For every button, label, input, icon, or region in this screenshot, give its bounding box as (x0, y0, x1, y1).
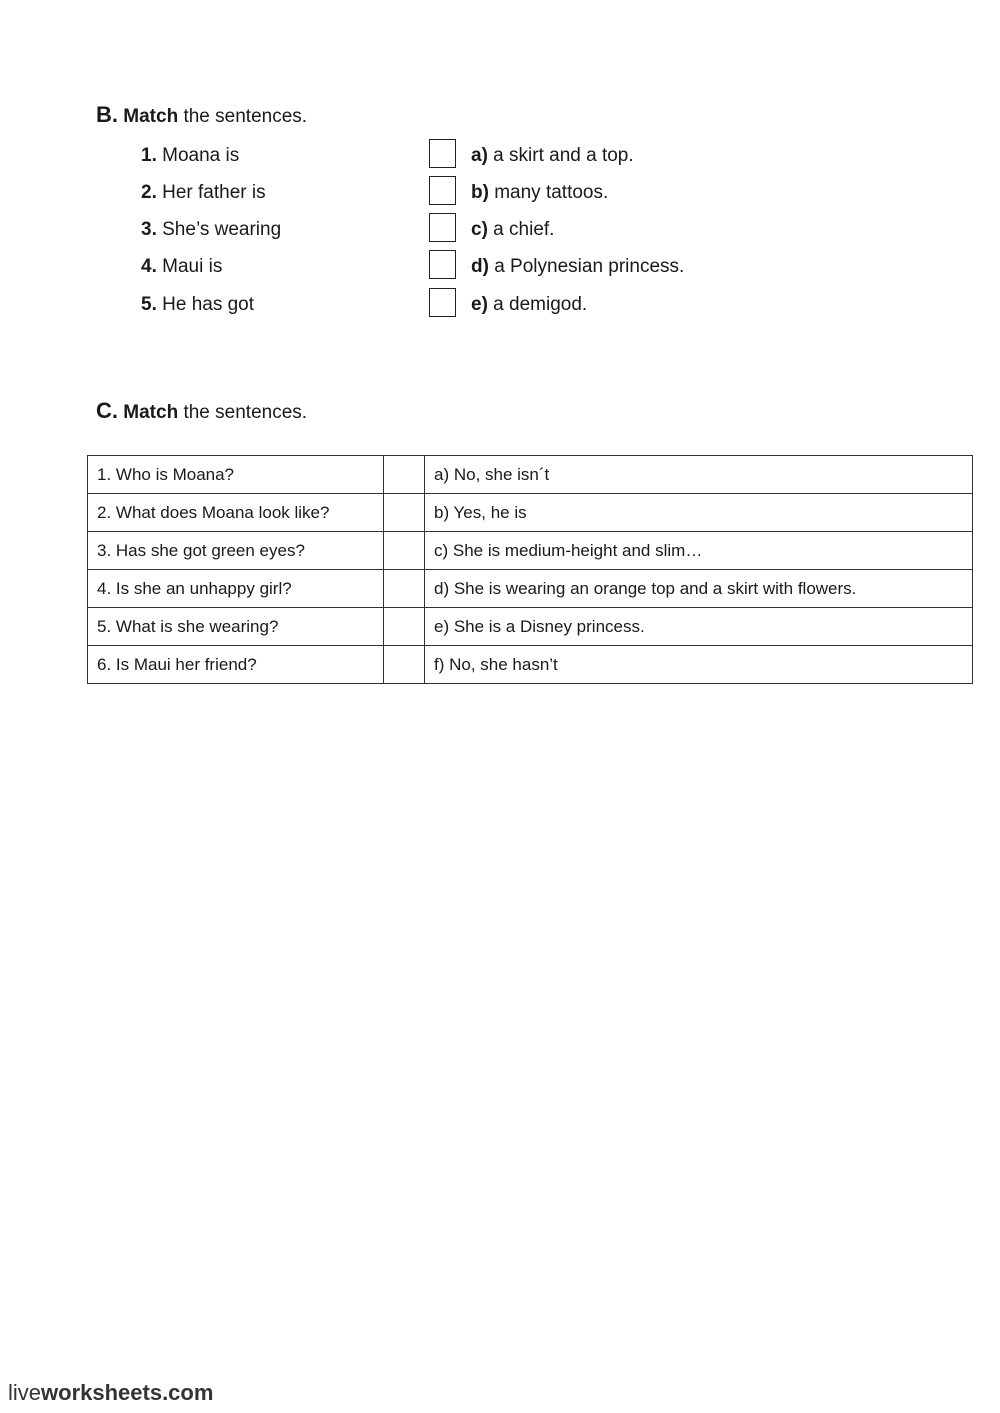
section-c-letter: C. (96, 398, 118, 423)
question-cell: 2. What does Moana look like? (88, 494, 384, 532)
match-number: 4. (141, 256, 157, 277)
match-right (471, 145, 634, 167)
match-left (141, 219, 281, 241)
table-row (88, 456, 973, 494)
match-row (0, 213, 1000, 247)
match-left-text: Her father is (156, 182, 266, 203)
match-table (87, 455, 973, 684)
match-row (0, 250, 1000, 284)
match-left (141, 256, 222, 278)
match-right (471, 294, 587, 316)
match-left-text: Maui is (156, 256, 223, 277)
answer-cell: e) She is a Disney princess. (425, 608, 973, 646)
match-left (141, 294, 254, 316)
answer-blank[interactable] (384, 608, 425, 646)
answer-cell: d) She is wearing an orange top and a skirt with flowers. (425, 570, 973, 608)
question-cell: 5. What is she wearing? (88, 608, 384, 646)
match-right-text: a Polynesian princess. (488, 256, 685, 277)
answer-cell: b) Yes, he is (425, 494, 973, 532)
question-cell: 3. Has she got green eyes? (88, 532, 384, 570)
answer-cell: c) She is medium-height and slim… (425, 532, 973, 570)
section-b-letter: B. (96, 102, 118, 127)
answer-blank[interactable] (384, 494, 425, 532)
site-logo (8, 1380, 213, 1406)
answer-cell: a) No, she isn´t (425, 456, 973, 494)
match-left (141, 145, 239, 167)
match-number: 5. (141, 294, 157, 315)
answer-blank[interactable] (384, 570, 425, 608)
match-left-text: Moana is (156, 145, 240, 166)
table-row (88, 570, 973, 608)
match-left-text: He has got (156, 294, 255, 315)
answer-cell: f) No, she hasn’t (425, 646, 973, 684)
match-row (0, 176, 1000, 210)
answer-box[interactable] (429, 176, 456, 205)
match-number: 3. (141, 219, 157, 240)
section-c-rest: the sentences. (178, 402, 308, 423)
match-letter: b) (471, 182, 489, 203)
match-letter: a) (471, 145, 488, 166)
answer-box[interactable] (429, 139, 456, 168)
match-right-text: a chief. (487, 219, 555, 240)
answer-blank[interactable] (384, 646, 425, 684)
table-row (88, 532, 973, 570)
table-row (88, 608, 973, 646)
match-left-text: She’s wearing (156, 219, 282, 240)
section-b-rest: the sentences. (178, 106, 308, 127)
match-right (471, 182, 608, 204)
question-cell: 6. Is Maui her friend? (88, 646, 384, 684)
table-row (88, 646, 973, 684)
section-b-bold-word: Match (123, 106, 179, 127)
section-b-title (96, 102, 307, 128)
answer-box[interactable] (429, 213, 456, 242)
match-left (141, 182, 266, 204)
answer-blank[interactable] (384, 456, 425, 494)
match-right-text: a skirt and a top. (487, 145, 634, 166)
match-right-text: many tattoos. (488, 182, 609, 203)
match-letter: e) (471, 294, 488, 315)
question-cell: 1. Who is Moana? (88, 456, 384, 494)
section-c-title (96, 398, 307, 424)
section-c-bold-word: Match (123, 402, 179, 423)
match-right (471, 219, 554, 241)
answer-box[interactable] (429, 250, 456, 279)
match-right (471, 256, 684, 278)
match-number: 1. (141, 145, 157, 166)
logo-bold: worksheets.com (41, 1380, 214, 1405)
match-letter: d) (471, 256, 489, 277)
answer-box[interactable] (429, 288, 456, 317)
question-cell: 4. Is she an unhappy girl? (88, 570, 384, 608)
match-number: 2. (141, 182, 157, 203)
match-row (0, 288, 1000, 322)
match-letter: c) (471, 219, 488, 240)
match-row (0, 139, 1000, 173)
table-row (88, 494, 973, 532)
logo-light: live (8, 1380, 42, 1405)
match-right-text: a demigod. (487, 294, 588, 315)
answer-blank[interactable] (384, 532, 425, 570)
